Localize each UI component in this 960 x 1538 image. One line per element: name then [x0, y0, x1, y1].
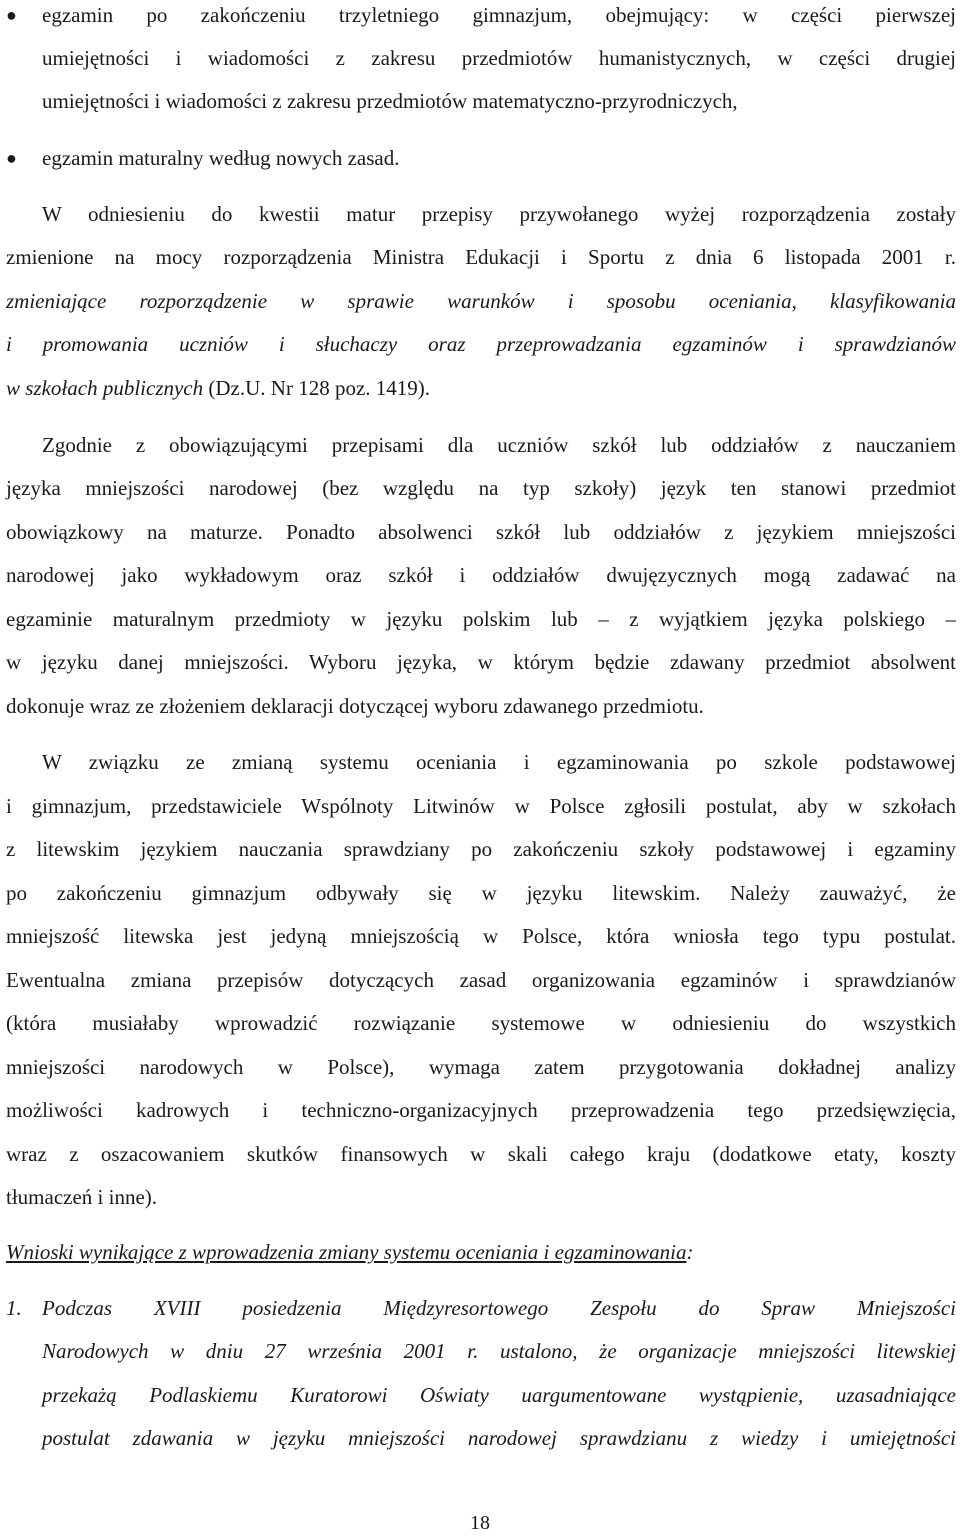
paragraph-line: w języku danej mniejszości. Wyboru języka, w którym będzie zdawany przedmiot absolwent — [6, 650, 956, 674]
paragraph-line: obowiązkowy na maturze. Ponadto absolwenci szkół lub oddziałów z językiem mniejszości — [6, 520, 956, 544]
paragraph-line: wraz z oszacowaniem skutków finansowych w skali całego kraju (dodatkowe etaty, koszty — [6, 1142, 956, 1166]
numbered-list-item — [6, 1293, 956, 1323]
paragraph-line: i gimnazjum, przedstawiciele Wspólnoty Litwinów w Polsce zgłosili postulat, aby w szkołach — [6, 794, 956, 818]
paragraph-line: (która musiałaby wprowadzić rozwiązanie systemowe w odniesieniu do wszystkich — [6, 1011, 956, 1035]
paragraph-line — [6, 373, 956, 403]
paragraph-line: z litewskim językiem nauczania sprawdziany po zakończeniu szkoły podstawowej i egzaminy — [6, 837, 956, 861]
bullet-icon: ● — [6, 5, 17, 25]
bullet-text-line: egzamin maturalny według nowych zasad. — [42, 146, 400, 170]
list-item-line: Podczas XVIII posiedzenia Międzyresortowego Zespołu do Spraw Mniejszości — [42, 1296, 956, 1320]
list-item-line: przekażą Podlaskiemu Kuratorowi Oświaty uargumentowane wystąpienie, uzasadniające — [42, 1383, 956, 1407]
page-number: 18 — [470, 1512, 490, 1534]
paragraph-line: W związku ze zmianą systemu oceniania i egzaminowania po szkole podstawowej — [42, 750, 956, 774]
bullet-text-line: umiejętności i wiadomości z zakresu przedmiotów matematyczno-przyrodniczych, — [42, 89, 738, 113]
paragraph-line: tłumaczeń i inne). — [6, 1185, 158, 1209]
paragraph-line-italic: i promowania uczniów i słuchaczy oraz przeprowadzania egzaminów i sprawdzianów — [6, 332, 956, 356]
section-heading-colon: : — [686, 1240, 694, 1264]
paragraph-line: zmienione na mocy rozporządzenia Ministra Edukacji i Sportu z dnia 6 listopada 2001 r. — [6, 245, 956, 269]
paragraph-line-italic: zmieniające rozporządzenie w sprawie warunków i sposobu oceniania, klasyfikowania — [6, 289, 956, 313]
section-heading-text: Wnioski wynikające z wprowadzenia zmiany systemu oceniania i egzaminowania — [6, 1240, 687, 1264]
bullet-text-line: umiejętności i wiadomości z zakresu przedmiotów humanistycznych, w części drugiej — [42, 46, 956, 70]
paragraph-line: Ewentualna zmiana przepisów dotyczących zasad organizowania egzaminów i sprawdzianów — [6, 968, 956, 992]
bullet-list-item — [6, 143, 956, 173]
section-heading — [6, 1237, 956, 1267]
list-number: 1. — [6, 1296, 22, 1320]
list-item-line: Narodowych w dniu 27 września 2001 r. ustalono, że organizacje mniejszości litewskiej — [42, 1339, 956, 1363]
bullet-icon: ● — [6, 148, 17, 168]
list-item-line: postulat zdawania w języku mniejszości narodowej sprawdzianu z wiedzy i umiejętności — [42, 1426, 956, 1450]
paragraph-line: mniejszość litewska jest jedyną mniejszością w Polsce, która wniosła tego typu postulat. — [6, 924, 956, 948]
paragraph-line: W odniesieniu do kwestii matur przepisy przywołanego wyżej rozporządzenia zostały — [42, 202, 956, 226]
paragraph-line: dokonuje wraz ze złożeniem deklaracji dotyczącej wyboru zdawanego przedmiotu. — [6, 694, 704, 718]
paragraph-line: mniejszości narodowych w Polsce), wymaga zatem przygotowania dokładnej analizy — [6, 1055, 956, 1079]
publication-title: w szkołach publicznych — [6, 376, 204, 400]
bullet-list-item — [6, 0, 956, 30]
paragraph-line: możliwości kadrowych i techniczno-organizacyjnych przeprowadzenia tego przedsięwzięcia, — [6, 1098, 956, 1122]
bullet-text-line: egzamin po zakończeniu trzyletniego gimnazjum, obejmujący: w części pierwszej — [42, 3, 956, 27]
paragraph-line: po zakończeniu gimnazjum odbywały się w języku litewskim. Należy zauważyć, że — [6, 881, 956, 905]
paragraph-line: Zgodnie z obowiązującymi przepisami dla uczniów szkół lub oddziałów z nauczaniem — [42, 433, 956, 457]
paragraph-line: narodowej jako wykładowym oraz szkół i oddziałów dwujęzycznych mogą zadawać na — [6, 563, 956, 587]
citation: (Dz.U. Nr 128 poz. 1419). — [203, 376, 431, 400]
paragraph-line: języka mniejszości narodowej (bez względu na typ szkoły) język ten stanowi przedmiot — [6, 476, 956, 500]
paragraph-line: egzaminie maturalnym przedmioty w języku polskim lub – z wyjątkiem języka polskiego – — [6, 607, 956, 631]
